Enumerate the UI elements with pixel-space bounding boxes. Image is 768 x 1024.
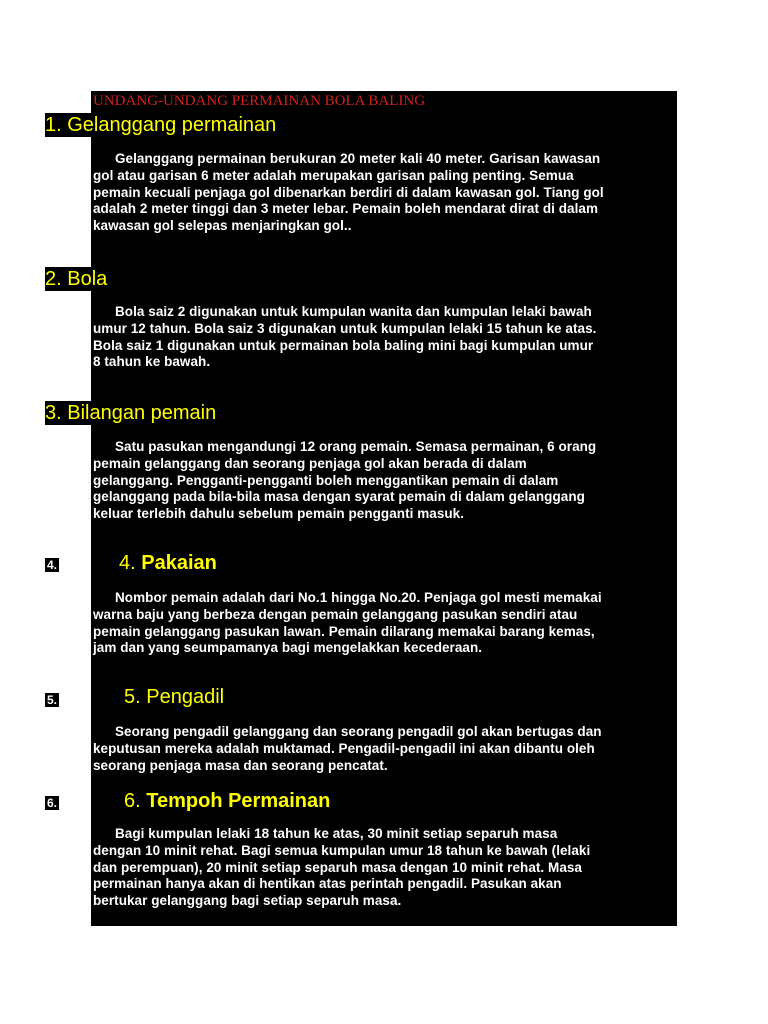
section-6-line-1: Bagi kumpulan lelaki 18 tahun ke atas, 30 minit setiap separuh masa [115,826,558,841]
section-1-heading-text: 1. Gelanggang permainan [45,114,277,136]
section-3-heading-text: 3. Bilangan pemain [45,402,217,424]
section-6-heading [124,789,330,813]
section-4-heading [119,551,217,575]
section-5-heading [124,685,224,709]
section-3-line-4: gelanggang pada bila-bila masa dengan syarat pemain di dalam gelanggang [93,489,585,505]
section-5-paragraph [93,724,679,774]
section-5-line-2: keputusan mereka adalah muktamad. Pengadil-pengadil ini akan dibantu oleh [93,740,595,756]
section-6-line-4: permainan hanya akan di hentikan atas perintah pengadil. Pasukan akan [93,876,562,892]
section-1-paragraph [93,151,679,235]
section-2-line-1: Bola saiz 2 digunakan untuk kumpulan wanita dan kumpulan lelaki bawah [115,304,592,319]
section-1-line-3: pemain kecuali penjaga gol dibenarkan berdiri di dalam kawasan gol. Tiang gol [93,184,604,200]
section-6-number-tag: 6. [47,796,58,810]
section-4-heading-text: Pakaian [141,552,217,574]
section-3-line-3: gelanggang. Pengganti-pengganti boleh menggantikan pemain di dalam [93,472,559,488]
section-1-heading [45,113,280,137]
section-2-line-2: umur 12 tahun. Bola saiz 3 digunakan untuk kumpulan lelaki 15 tahun ke atas. [93,320,597,336]
section-5-line-3: seorang penjaga masa dan seorang pencatat. [93,757,388,773]
section-1-line-1: Gelanggang permainan berukuran 20 meter kali 40 meter. Garisan kawasan [115,151,601,166]
section-3-line-2: pemain gelanggang dan seorang penjaga gol akan berada di dalam [93,455,527,471]
document-title: UNDANG-UNDANG PERMAINAN BOLA BALING [93,93,426,109]
section-4-line-1: Nombor pemain adalah dari No.1 hingga No.20. Penjaga gol mesti memakai [115,590,602,605]
section-2-paragraph [93,304,679,371]
section-6-line-2: dengan 10 minit rehat. Bagi semua kumpulan umur 18 tahun ke bawah (lelaki [93,842,591,858]
section-2-heading [45,267,111,291]
section-4-number-tag: 4. [47,558,58,572]
section-4-line-3: pemain gelanggang pasukan lawan. Pemain dilarang memakai barang kemas, [93,623,595,639]
section-4-line-4: jam dan yang seumpamanya bagi mengelakkan kecederaan. [93,640,483,656]
section-5-line-1: Seorang pengadil gelanggang dan seorang pengadil gol akan bertugas dan [115,724,602,739]
section-2-heading-text: 2. Bola [45,268,108,290]
section-6-heading-number: 6. [124,790,141,812]
section-4-heading-number: 4. [119,552,136,574]
section-1-line-2: gol atau garisan 6 meter adalah merupakan garisan paling penting. Semua [93,167,574,183]
section-4-paragraph [93,590,679,657]
section-3-line-1: Satu pasukan mengandungi 12 orang pemain. Semasa permainan, 6 orang [115,439,597,454]
section-6-line-3: dan perempuan), 20 minit setiap separuh masa dengan 10 minit rehat. Masa [93,859,582,875]
section-2-line-3: Bola saiz 1 digunakan untuk permainan bola baling mini bagi kumpulan umur [93,337,594,353]
section-5-number-tag: 5. [47,693,58,707]
section-6-line-5: bertukar gelanggang bagi setiap separuh masa. [93,893,402,909]
section-1-line-5: kawasan gol selepas menjaringkan gol.. [93,218,352,234]
section-3-heading [45,401,220,425]
section-6-paragraph [93,826,679,910]
section-1-line-4: adalah 2 meter tinggi dan 3 meter lebar. Pemain boleh mendarat dirat di dalam [93,201,598,217]
section-3-line-5: keluar terlebih dahulu sebelum pemain pengganti masuk. [93,506,465,522]
section-5-heading-text: 5. Pengadil [124,686,225,708]
section-2-line-4: 8 tahun ke bawah. [93,354,211,370]
section-6-heading-text: Tempoh Permainan [146,790,331,812]
section-4-line-2: warna baju yang berbeza dengan pemain gelanggang pasukan sendiri atau [93,606,578,622]
section-3-paragraph [93,439,679,523]
